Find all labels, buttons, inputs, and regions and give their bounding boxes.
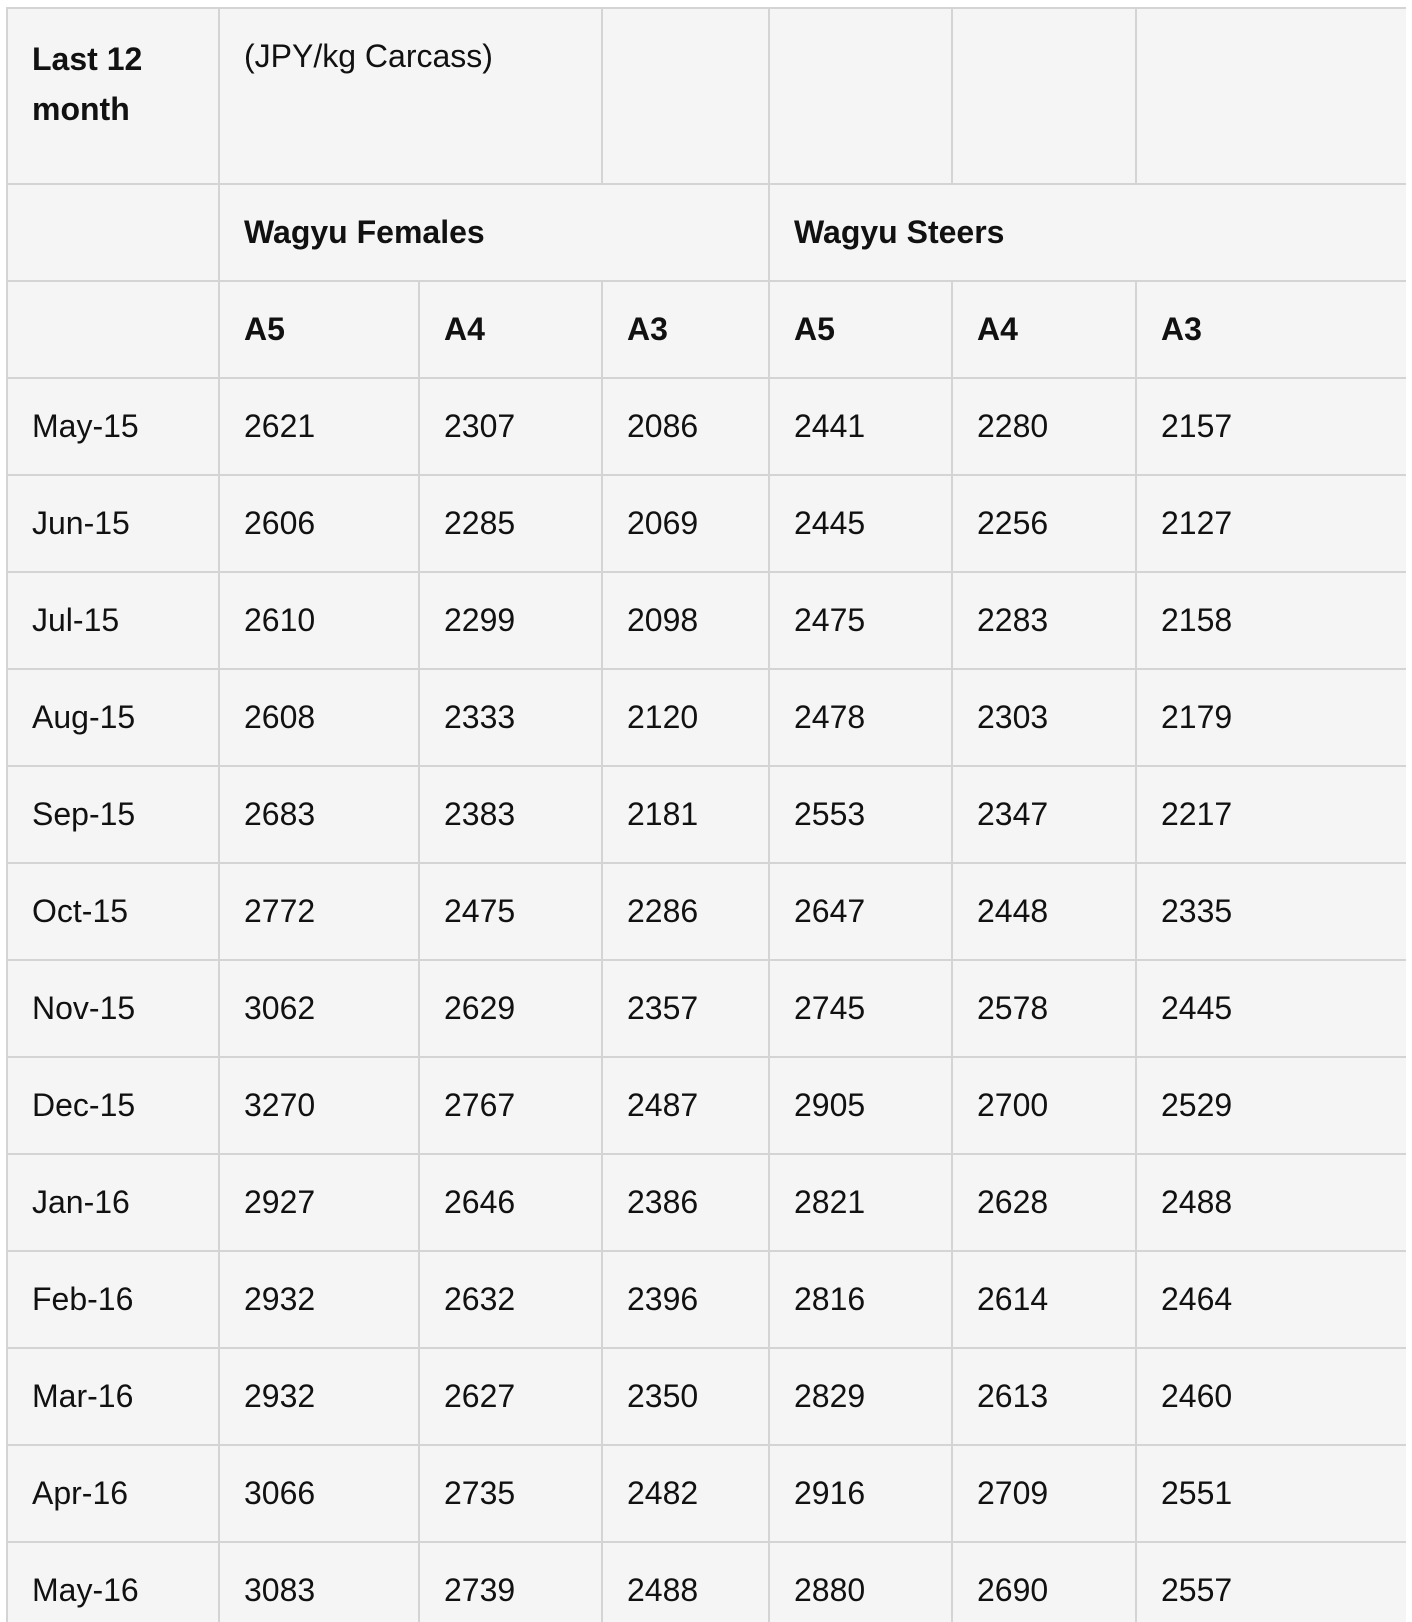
- price-cell: 2629: [419, 960, 602, 1057]
- price-cell: 2627: [419, 1348, 602, 1445]
- month-cell: May-15: [7, 378, 219, 475]
- price-cell: 3270: [219, 1057, 419, 1154]
- price-cell: 2158: [1136, 572, 1406, 669]
- price-cell: 2488: [1136, 1154, 1406, 1251]
- price-cell: 2551: [1136, 1445, 1406, 1542]
- unit-label-cell: [219, 8, 602, 184]
- grade-header: A5: [769, 281, 952, 378]
- price-cell: 2739: [419, 1542, 602, 1622]
- grade-header: A4: [952, 281, 1136, 378]
- table-row: [7, 378, 1406, 475]
- price-cell: 2578: [952, 960, 1136, 1057]
- price-cell: 2608: [219, 669, 419, 766]
- price-cell: 2709: [952, 1445, 1136, 1542]
- price-cell: 2916: [769, 1445, 952, 1542]
- price-cell: 2179: [1136, 669, 1406, 766]
- month-cell: Oct-15: [7, 863, 219, 960]
- price-cell: 2529: [1136, 1057, 1406, 1154]
- price-cell: 2069: [602, 475, 769, 572]
- month-cell: Feb-16: [7, 1251, 219, 1348]
- price-cell: 2932: [219, 1348, 419, 1445]
- price-table-container: [6, 7, 1406, 1622]
- price-cell: 2927: [219, 1154, 419, 1251]
- price-cell: 2347: [952, 766, 1136, 863]
- price-cell: 2767: [419, 1057, 602, 1154]
- empty-cell: [1136, 8, 1406, 184]
- price-cell: 2460: [1136, 1348, 1406, 1445]
- price-cell: 2445: [1136, 960, 1406, 1057]
- table-title-row: [7, 8, 1406, 184]
- month-cell: Nov-15: [7, 960, 219, 1057]
- price-cell: 2256: [952, 475, 1136, 572]
- price-cell: 2448: [952, 863, 1136, 960]
- price-cell: 2478: [769, 669, 952, 766]
- table-row: [7, 1445, 1406, 1542]
- table-row: [7, 766, 1406, 863]
- price-cell: 2772: [219, 863, 419, 960]
- price-cell: 2932: [219, 1251, 419, 1348]
- price-cell: 2299: [419, 572, 602, 669]
- price-cell: 3083: [219, 1542, 419, 1622]
- price-cell: 2683: [219, 766, 419, 863]
- grade-header: A4: [419, 281, 602, 378]
- price-cell: 2120: [602, 669, 769, 766]
- month-cell: Apr-16: [7, 1445, 219, 1542]
- price-cell: 2700: [952, 1057, 1136, 1154]
- table-row: [7, 1154, 1406, 1251]
- price-cell: 2303: [952, 669, 1136, 766]
- price-cell: 2816: [769, 1251, 952, 1348]
- price-cell: 2350: [602, 1348, 769, 1445]
- wagyu-price-table: [6, 7, 1406, 1622]
- price-cell: 2333: [419, 669, 602, 766]
- price-cell: 2487: [602, 1057, 769, 1154]
- month-cell: Aug-15: [7, 669, 219, 766]
- period-header: Last 12 month: [32, 41, 143, 127]
- price-cell: 2475: [419, 863, 602, 960]
- table-row: [7, 475, 1406, 572]
- price-cell: 2386: [602, 1154, 769, 1251]
- table-row: [7, 1251, 1406, 1348]
- table-row: [7, 1348, 1406, 1445]
- grade-header: A3: [1136, 281, 1406, 378]
- table-row: [7, 572, 1406, 669]
- price-cell: 2285: [419, 475, 602, 572]
- month-cell: Mar-16: [7, 1348, 219, 1445]
- empty-cell: [7, 184, 219, 281]
- price-cell: 2396: [602, 1251, 769, 1348]
- empty-cell: [602, 8, 769, 184]
- price-cell: 2488: [602, 1542, 769, 1622]
- price-cell: 2445: [769, 475, 952, 572]
- price-cell: 2745: [769, 960, 952, 1057]
- price-cell: 2553: [769, 766, 952, 863]
- month-cell: Dec-15: [7, 1057, 219, 1154]
- price-cell: 2646: [419, 1154, 602, 1251]
- price-cell: 2632: [419, 1251, 602, 1348]
- price-cell: 2610: [219, 572, 419, 669]
- price-cell: 2280: [952, 378, 1136, 475]
- price-cell: 2098: [602, 572, 769, 669]
- price-cell: 2475: [769, 572, 952, 669]
- empty-cell: [952, 8, 1136, 184]
- price-cell: 2735: [419, 1445, 602, 1542]
- price-cell: 2217: [1136, 766, 1406, 863]
- month-cell: Sep-15: [7, 766, 219, 863]
- price-cell: 2829: [769, 1348, 952, 1445]
- price-cell: 2357: [602, 960, 769, 1057]
- period-header-cell: [7, 8, 219, 184]
- price-cell: 2880: [769, 1542, 952, 1622]
- group-header-females: Wagyu Females: [219, 184, 769, 281]
- grade-header: A5: [219, 281, 419, 378]
- price-cell: 2628: [952, 1154, 1136, 1251]
- table-row: [7, 1542, 1406, 1622]
- unit-label: (JPY/kg Carcass): [244, 38, 493, 74]
- price-cell: 2613: [952, 1348, 1136, 1445]
- price-cell: 2127: [1136, 475, 1406, 572]
- price-cell: 2441: [769, 378, 952, 475]
- price-cell: 3062: [219, 960, 419, 1057]
- month-cell: Jul-15: [7, 572, 219, 669]
- price-cell: 2464: [1136, 1251, 1406, 1348]
- price-cell: 2606: [219, 475, 419, 572]
- price-cell: 2086: [602, 378, 769, 475]
- price-cell: 2821: [769, 1154, 952, 1251]
- month-cell: Jan-16: [7, 1154, 219, 1251]
- group-header-row: [7, 184, 1406, 281]
- price-cell: 2181: [602, 766, 769, 863]
- price-cell: 2383: [419, 766, 602, 863]
- price-cell: 2905: [769, 1057, 952, 1154]
- month-cell: Jun-15: [7, 475, 219, 572]
- price-cell: 2621: [219, 378, 419, 475]
- table-row: [7, 863, 1406, 960]
- price-cell: 2157: [1136, 378, 1406, 475]
- grade-header: A3: [602, 281, 769, 378]
- price-cell: 2647: [769, 863, 952, 960]
- price-cell: 2690: [952, 1542, 1136, 1622]
- table-row: [7, 669, 1406, 766]
- price-cell: 2335: [1136, 863, 1406, 960]
- price-cell: 2557: [1136, 1542, 1406, 1622]
- price-cell: 2482: [602, 1445, 769, 1542]
- price-cell: 2286: [602, 863, 769, 960]
- price-cell: 2307: [419, 378, 602, 475]
- price-cell: 2614: [952, 1251, 1136, 1348]
- price-cell: 2283: [952, 572, 1136, 669]
- empty-cell: [769, 8, 952, 184]
- empty-cell: [7, 281, 219, 378]
- table-row: [7, 1057, 1406, 1154]
- grade-header-row: [7, 281, 1406, 378]
- table-row: [7, 960, 1406, 1057]
- price-cell: 3066: [219, 1445, 419, 1542]
- group-header-steers: Wagyu Steers: [769, 184, 1406, 281]
- month-cell: May-16: [7, 1542, 219, 1622]
